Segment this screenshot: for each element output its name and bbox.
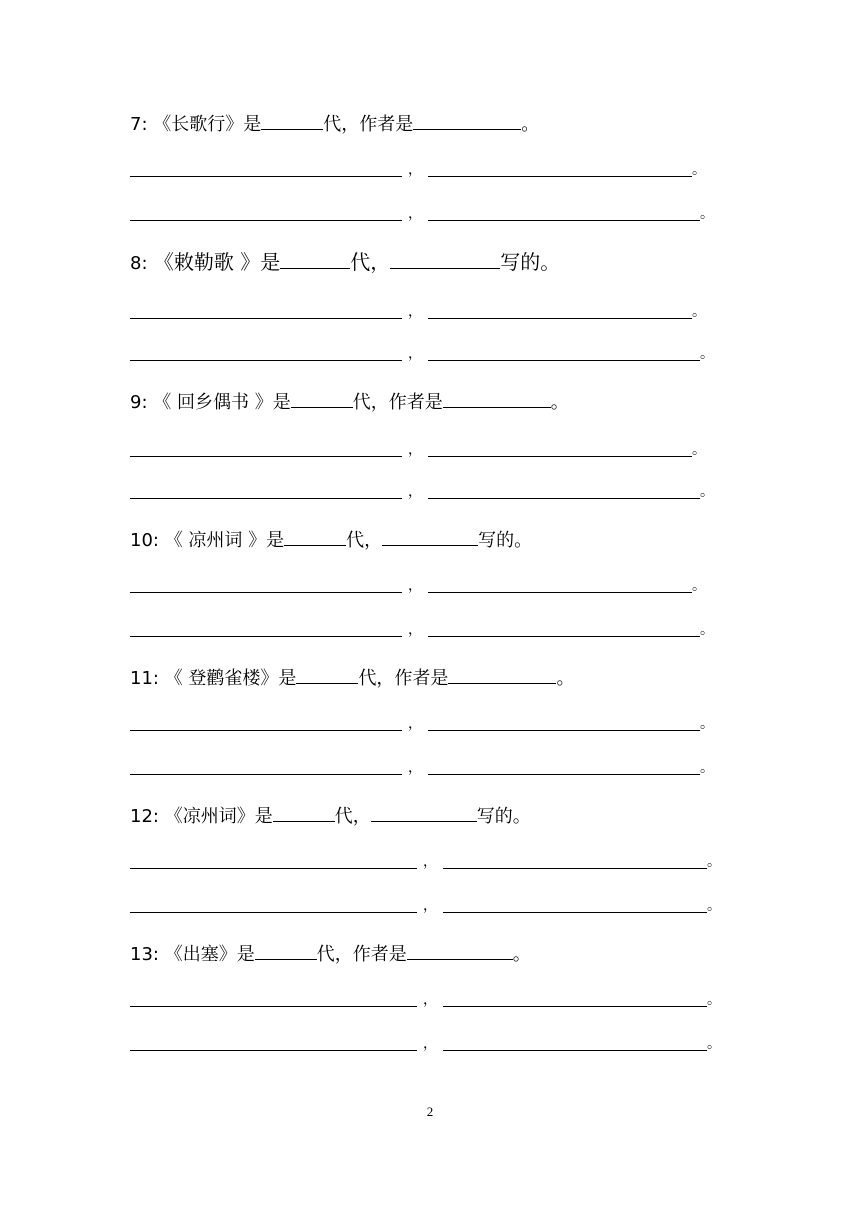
comma: ， [408,206,422,222]
answer-line[interactable] [130,440,402,457]
comma: ， [423,854,437,870]
full-stop: 。 [700,206,714,222]
author-blank[interactable] [371,804,477,822]
answer-line[interactable] [130,482,402,499]
dynasty-blank[interactable] [255,942,317,960]
full-stop: 。 [707,992,721,1008]
question-end: 。 [550,392,569,413]
question-title: 《 回乡偶书 》是 [153,392,291,413]
dynasty-blank[interactable] [280,251,350,269]
dynasty-blank[interactable] [291,390,353,408]
answer-line[interactable] [130,302,402,319]
answer-line[interactable] [428,620,700,637]
comma: ， [423,1036,437,1052]
full-stop: 。 [707,1036,721,1052]
question-9 [130,390,569,415]
question-text: 代， [334,806,371,827]
question-number: 7: [130,114,148,135]
answer-line[interactable] [130,344,402,361]
comma: ， [408,760,422,776]
question-number: 11: [130,668,159,689]
question-text: 代，作者是 [358,668,449,689]
question-end: 。 [521,114,540,135]
full-stop: 。 [692,578,706,594]
full-stop: 。 [700,716,714,732]
comma: ， [408,162,422,178]
answer-line[interactable] [428,758,700,775]
answer-line[interactable] [443,1034,707,1051]
answer-line[interactable] [130,990,417,1007]
answer-line[interactable] [130,160,402,177]
question-end: 写的。 [500,250,561,274]
question-title: 《凉州词》是 [164,806,273,827]
author-blank[interactable] [448,666,556,684]
question-7 [130,112,539,137]
answer-line[interactable] [428,576,692,593]
answer-line[interactable] [443,990,707,1007]
comma: ， [408,346,422,362]
question-number: 8: [130,253,148,274]
question-text: 代，作者是 [323,114,414,135]
author-blank[interactable] [443,390,551,408]
question-13 [130,942,531,967]
question-title: 《出塞》是 [164,944,255,965]
full-stop: 。 [700,760,714,776]
comma: ， [408,716,422,732]
page-number: 2 [426,1104,434,1119]
full-stop: 。 [707,854,721,870]
author-blank[interactable] [382,528,478,546]
answer-line[interactable] [130,620,402,637]
question-10 [130,528,532,553]
full-stop: 。 [692,162,706,178]
question-text: 代， [350,250,391,274]
answer-line[interactable] [130,576,402,593]
answer-line[interactable] [428,204,700,221]
comma: ， [408,484,422,500]
question-11 [130,666,574,691]
question-title: 《 登鹳雀楼》是 [164,668,297,689]
answer-line[interactable] [428,160,692,177]
full-stop: 。 [700,346,714,362]
dynasty-blank[interactable] [296,666,358,684]
question-number: 13: [130,944,159,965]
question-text: 代，作者是 [352,392,443,413]
answer-line[interactable] [428,482,700,499]
question-text: 代， [346,530,383,551]
answer-line[interactable] [428,440,692,457]
dynasty-blank[interactable] [261,112,323,130]
author-blank[interactable] [413,112,521,130]
author-blank[interactable] [390,251,500,269]
comma: ， [423,898,437,914]
answer-line[interactable] [443,896,707,913]
question-end: 。 [556,668,575,689]
question-number: 10: [130,530,159,551]
dynasty-blank[interactable] [284,528,346,546]
answer-line[interactable] [428,344,700,361]
full-stop: 。 [692,304,706,320]
question-title: 《长歌行》是 [153,114,262,135]
question-12 [130,804,531,829]
question-number: 9: [130,392,148,413]
comma: ， [408,304,422,320]
answer-line[interactable] [130,896,417,913]
full-stop: 。 [700,484,714,500]
question-title: 《 凉州词 》是 [164,530,285,551]
comma: ， [408,578,422,594]
question-end: 写的。 [476,806,531,827]
question-8 [130,250,560,276]
answer-line[interactable] [443,852,707,869]
answer-line[interactable] [428,302,692,319]
full-stop: 。 [707,898,721,914]
question-text: 代，作者是 [316,944,407,965]
question-title: 《敕勒歌 》是 [153,250,281,274]
answer-line[interactable] [130,714,402,731]
comma: ， [423,992,437,1008]
question-end: 。 [512,944,531,965]
full-stop: 。 [700,622,714,638]
answer-line[interactable] [428,714,700,731]
answer-line[interactable] [130,1034,417,1051]
question-end: 写的。 [478,530,533,551]
full-stop: 。 [692,442,706,458]
answer-line[interactable] [130,204,402,221]
answer-line[interactable] [130,758,402,775]
comma: ， [408,442,422,458]
comma: ， [408,622,422,638]
author-blank[interactable] [407,942,513,960]
question-number: 12: [130,806,159,827]
answer-line[interactable] [130,852,417,869]
dynasty-blank[interactable] [273,804,335,822]
